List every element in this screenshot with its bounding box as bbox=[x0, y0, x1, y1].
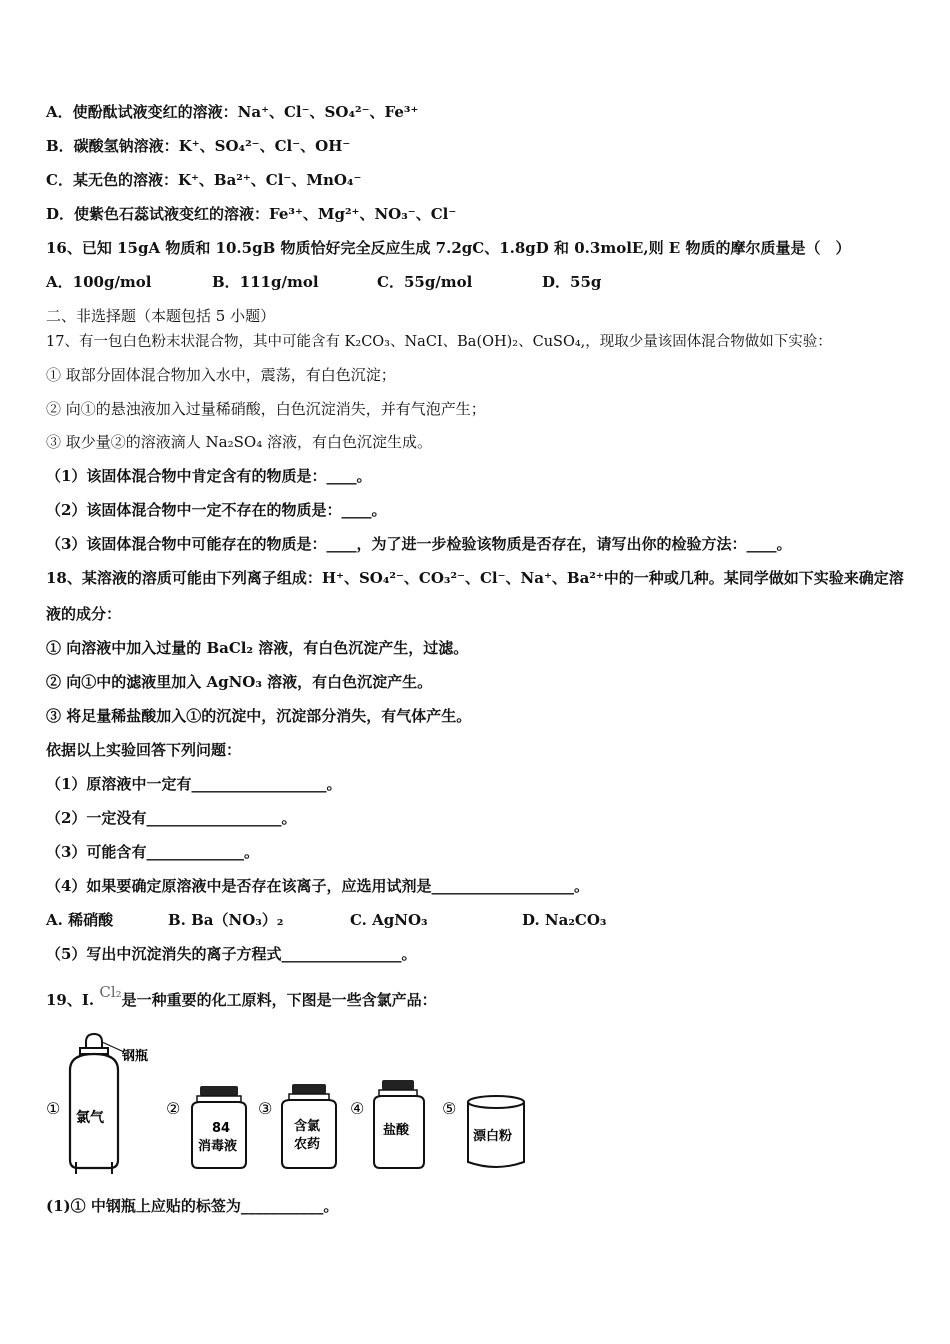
q17-sub-1: （1）该固体混合物中肯定含有的物质是：____。 bbox=[46, 467, 372, 485]
q19-prefix: 19、I. bbox=[46, 991, 95, 1009]
chlorine-products-figure bbox=[40, 1030, 560, 1180]
bottle-3-label-line-1: 含氯 bbox=[294, 1119, 321, 1134]
figure-number-4: ④ bbox=[350, 1099, 365, 1118]
q16-option-d: D．55g bbox=[542, 273, 602, 291]
q15-option-a-ions: Na⁺、Cl⁻、SO₄²⁻、Fe³⁺ bbox=[237, 103, 419, 121]
q15-option-d-text: D．使紫色石蕊试液变红的溶液： bbox=[46, 205, 270, 223]
q17-step-3: ③ 取少量②的溶液滴人 Na₂SO₄ 溶液，有白色沉淀生成。 bbox=[46, 433, 432, 451]
q18-sub-4: （4）如果要确定原溶液中是否存在该离子，应选用试剂是___________________。 bbox=[46, 877, 589, 895]
q18-sub-5: （5）写出中沉淀消失的离子方程式________________。 bbox=[46, 945, 417, 963]
q15-option-b-ions: K⁺、SO₄²⁻、Cl⁻、OH⁻ bbox=[178, 137, 351, 155]
q15-option-d-ions: Fe³⁺、Mg²⁺、NO₃⁻、Cl⁻ bbox=[269, 205, 457, 223]
bottle-3-label-line-2: 农药 bbox=[294, 1137, 321, 1152]
q18-options bbox=[46, 910, 607, 930]
q18-sub-2: （2）一定没有__________________。 bbox=[46, 809, 297, 827]
q15-option-a-text: A．使酚酞试液变红的溶液： bbox=[46, 103, 238, 121]
cylinder-label: 氯气 bbox=[76, 1110, 104, 1126]
q18-option-a: A. 稀硝酸 bbox=[46, 911, 114, 929]
q15-option-b-text: B．碳酸氢钠溶液： bbox=[46, 137, 179, 155]
q16-option-a: A．100g/mol bbox=[46, 273, 152, 291]
q17-sub-2: （2）该固体混合物中一定不存在的物质是：____。 bbox=[46, 501, 387, 519]
q15-option-c bbox=[46, 170, 361, 190]
q18-option-c: C. AgNO₃ bbox=[350, 911, 428, 929]
figure-number-3: ③ bbox=[258, 1099, 273, 1118]
q16-options bbox=[46, 272, 601, 292]
q15-option-c-ions: K⁺、Ba²⁺、Cl⁻、MnO₄⁻ bbox=[177, 171, 362, 189]
steel-cylinder-label: 钢瓶 bbox=[122, 1049, 149, 1064]
q16-option-c: C．55g/mol bbox=[377, 273, 473, 291]
section-heading: 二、非选择题（本题包括 5 小题） bbox=[46, 307, 276, 325]
q19-sub-1: (1)① 中钢瓶上应贴的标签为___________。 bbox=[46, 1197, 339, 1215]
q16-stem: 16、已知 15gA 物质和 10.5gB 物质恰好完全反应生成 7.2gC、1.8gD 和 0.3molE,则 E 物质的摩尔质量是（ ） bbox=[46, 239, 851, 257]
q18-option-b: B. Ba（NO₃）₂ bbox=[168, 911, 284, 929]
bottle-2-label-line-2: 消毒液 bbox=[198, 1139, 238, 1154]
bottle-2-label-line-1: 84 bbox=[212, 1121, 231, 1136]
chlorine-cylinder-icon bbox=[70, 1034, 124, 1174]
q18-option-d: D. Na₂CO₃ bbox=[522, 911, 607, 929]
figure-number-1: ① bbox=[46, 1099, 61, 1118]
figure-number-2: ② bbox=[166, 1099, 181, 1118]
q19-stem bbox=[46, 983, 437, 1010]
q16-option-b: B．111g/mol bbox=[212, 273, 319, 291]
q18-step-2: ② 向①中的滤液里加入 AgNO₃ 溶液，有白色沉淀产生。 bbox=[46, 673, 433, 691]
q17-step-2: ② 向①的悬浊液加入过量稀硝酸，白色沉淀消失，并有气泡产生； bbox=[46, 400, 486, 418]
bottle-4-label: 盐酸 bbox=[383, 1123, 410, 1138]
q17-step-1: ① 取部分固体混合物加入水中，震荡，有白色沉淀； bbox=[46, 366, 396, 384]
q17-stem: 17、有一包白色粉末状混合物，其中可能含有 K₂CO₃、NaCI、Ba(OH)₂、CuSO₄,，现取少量该固体混合物做如下实验： bbox=[46, 334, 832, 350]
q18-step-3: ③ 将足量稀盐酸加入①的沉淀中，沉淀部分消失，有气体产生。 bbox=[46, 707, 472, 725]
can-5-label: 漂白粉 bbox=[473, 1129, 513, 1144]
q15-option-d bbox=[46, 204, 456, 224]
q19-formula: Cl₂ bbox=[99, 983, 122, 1001]
q17-sub-3: （3）该固体混合物中可能存在的物质是：____，为了进一步检验该物质是否存在，请写出你的检验方法：____。 bbox=[46, 535, 792, 553]
q18-sub-3: （3）可能含有_____________。 bbox=[46, 843, 259, 861]
q18-intro: 依据以上实验回答下列问题： bbox=[46, 741, 242, 759]
q18-stem-line-2: 液的成分： bbox=[46, 605, 122, 623]
q15-option-b bbox=[46, 136, 350, 156]
q15-option-a bbox=[46, 102, 418, 122]
q19-stem-text: 是一种重要的化工原料，下图是一些含氯产品： bbox=[121, 991, 437, 1009]
products-illustration bbox=[40, 1030, 560, 1180]
figure-number-5: ⑤ bbox=[442, 1099, 457, 1118]
q15-option-c-text: C．某无色的溶液： bbox=[46, 171, 178, 189]
q18-step-1: ① 向溶液中加入过量的 BaCl₂ 溶液，有白色沉淀产生，过滤。 bbox=[46, 639, 469, 657]
q18-stem-line-1: 18、某溶液的溶质可能由下列离子组成：H⁺、SO₄²⁻、CO₃²⁻、Cl⁻、Na⁺、Ba²⁺中的一种或几种。某同学做如下实验来确定溶 bbox=[46, 569, 904, 587]
q18-sub-1: （1）原溶液中一定有__________________。 bbox=[46, 775, 342, 793]
